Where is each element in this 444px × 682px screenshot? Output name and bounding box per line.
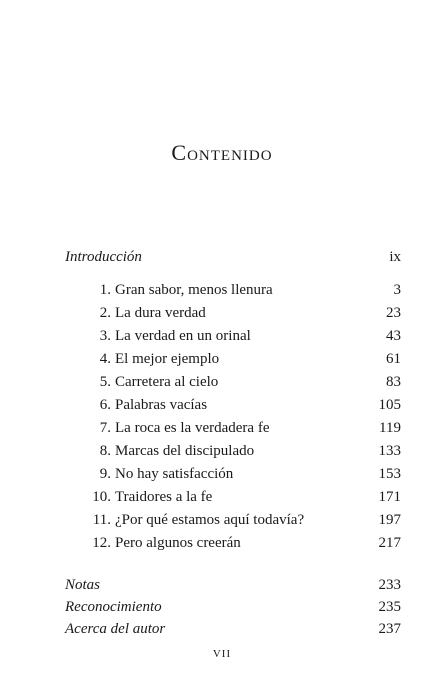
toc-chapter-5 [65, 371, 401, 393]
chapter-number: 4. [99, 351, 111, 367]
toc-entry-acerca-del-autor [65, 618, 401, 640]
chapter-page: 61 [386, 351, 401, 367]
toc-chapter-6 [65, 394, 401, 416]
toc-entry-label: Acerca del autor [65, 621, 166, 637]
toc-entry-page: 233 [378, 577, 401, 593]
chapter-page: 105 [378, 397, 401, 413]
toc-entry-introduccion [65, 246, 401, 268]
chapter-title: La roca es la verdadera fe [115, 420, 270, 436]
chapter-title: No hay satisfacción [115, 466, 234, 482]
chapter-number: 12. [92, 535, 111, 551]
chapter-number: 6. [99, 397, 111, 413]
chapter-number: 11. [92, 512, 111, 528]
chapter-title: El mejor ejemplo [115, 351, 220, 367]
chapter-page: 153 [378, 466, 401, 482]
page-folio: VII [212, 648, 232, 660]
chapter-page: 217 [378, 535, 401, 551]
chapter-title: Carretera al cielo [115, 374, 219, 390]
toc-entry-notas [65, 574, 401, 596]
toc-chapter-7 [65, 417, 401, 439]
chapter-page: 197 [378, 512, 401, 528]
page-title: Contenido [171, 140, 273, 165]
chapter-title: Traidores a la fe [115, 489, 213, 505]
chapter-number: 9. [99, 466, 111, 482]
toc-chapter-10 [65, 486, 401, 508]
toc-entry-page: ix [389, 249, 401, 265]
chapter-page: 43 [386, 328, 401, 344]
toc-chapter-3 [65, 325, 401, 347]
chapter-title: Marcas del discipulado [115, 443, 255, 459]
chapter-page: 23 [386, 305, 401, 321]
chapter-title: ¿Por qué estamos aquí todavía? [115, 512, 305, 528]
toc-entry-page: 237 [378, 621, 401, 637]
toc-chapter-2 [65, 302, 401, 324]
chapter-page: 119 [379, 420, 401, 436]
toc-entry-label: Reconocimiento [65, 599, 162, 615]
toc-entry-reconocimiento [65, 596, 401, 618]
chapter-page: 3 [393, 282, 401, 298]
chapter-number: 8. [99, 443, 111, 459]
chapter-number: 7. [99, 420, 111, 436]
toc-chapter-9 [65, 463, 401, 485]
toc-chapter-8 [65, 440, 401, 462]
chapter-page: 171 [378, 489, 401, 505]
chapter-number: 2. [99, 305, 111, 321]
toc-chapter-11 [65, 509, 401, 531]
toc-entry-label: Introducción [65, 249, 142, 265]
toc-chapter-4 [65, 348, 401, 370]
chapter-title: Palabras vacías [115, 397, 208, 413]
chapter-number: 1. [99, 282, 111, 298]
chapter-title: La dura verdad [115, 305, 206, 321]
chapter-title: La verdad en un orinal [115, 328, 251, 344]
chapter-title: Gran sabor, menos llenura [115, 282, 273, 298]
toc-chapter-1 [65, 279, 401, 301]
toc-entry-label: Notas [65, 577, 101, 593]
chapter-page: 83 [386, 374, 401, 390]
toc-entry-page: 235 [378, 599, 401, 615]
toc-chapter-12 [65, 532, 401, 554]
chapter-page: 133 [378, 443, 401, 459]
chapter-number: 10. [92, 489, 111, 505]
chapter-number: 3. [99, 328, 111, 344]
chapter-title: Pero algunos creerán [115, 535, 241, 551]
chapter-number: 5. [99, 374, 111, 390]
